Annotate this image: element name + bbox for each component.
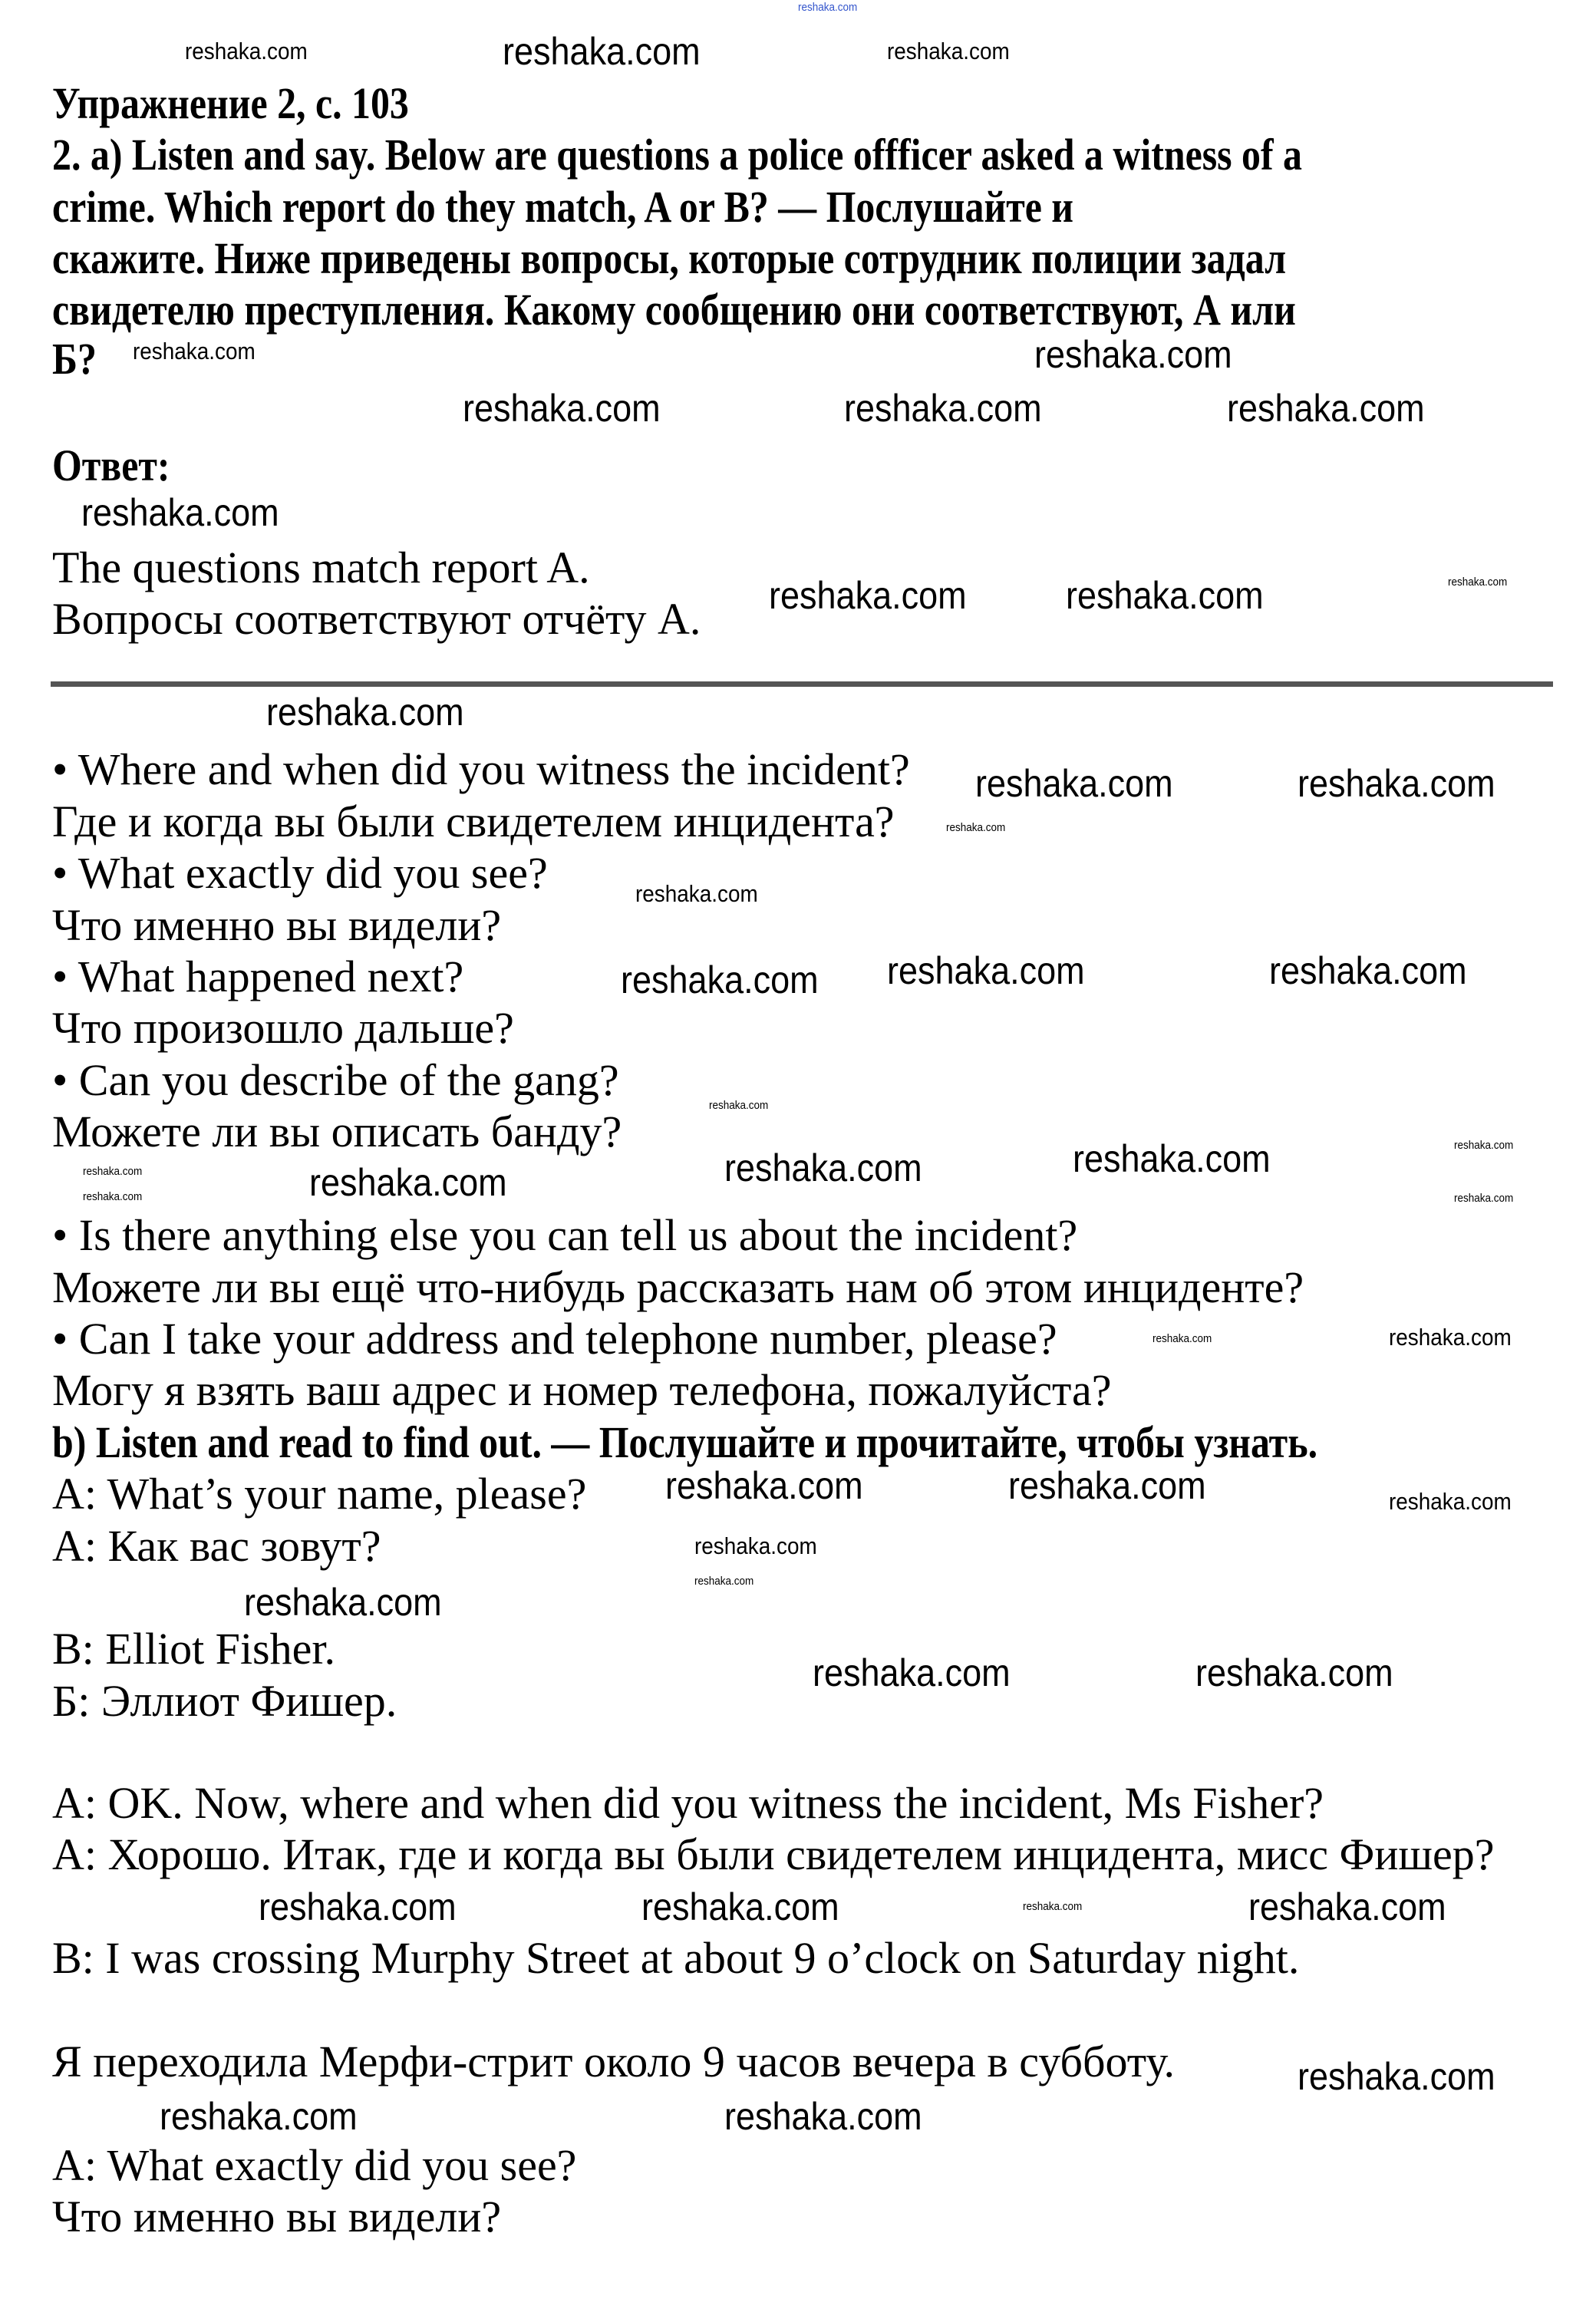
- watermark: reshaka.com: [1248, 1885, 1447, 1928]
- watermark: reshaka.com: [265, 691, 464, 734]
- watermark: reshaka.com: [1152, 1331, 1212, 1345]
- watermark: reshaka.com: [768, 574, 967, 618]
- text-line: Где и когда вы были свидетелем инцидента?: [52, 796, 895, 846]
- watermark: reshaka.com: [1298, 2055, 1495, 2099]
- watermark: reshaka.com: [641, 1885, 839, 1928]
- watermark: reshaka.com: [798, 0, 858, 14]
- text-line: B: I was crossing Murphy Street at about 9 o’clock on Saturday night.: [52, 1932, 1300, 1983]
- watermark: reshaka.com: [1448, 575, 1508, 589]
- text-line: Могу я взять ваш адрес и номер телефона, пожалуйста?: [52, 1365, 1112, 1416]
- watermark: reshaka.com: [502, 30, 701, 74]
- watermark: reshaka.com: [1007, 1463, 1206, 1507]
- watermark: reshaka.com: [664, 1463, 863, 1507]
- heading-line: скажите. Ниже приведены вопросы, которые сотрудник полиции задал: [52, 233, 1287, 284]
- text-line: А: Хорошо. Итак, где и когда вы были свидетелем инцидента, мисс Фишер?: [52, 1829, 1495, 1880]
- watermark: reshaka.com: [259, 1885, 457, 1928]
- text-line: Можете ли вы описать банду?: [52, 1107, 622, 1157]
- text-line: A: What’s your name, please?: [52, 1469, 587, 1519]
- text-line: B: Elliot Fisher.: [52, 1624, 335, 1674]
- watermark: reshaka.com: [1073, 1136, 1271, 1180]
- heading-line: b) Listen and read to find out. — Послушайте и прочитайте, чтобы узнать.: [52, 1417, 1318, 1467]
- watermark: reshaka.com: [620, 958, 819, 1001]
- watermark: reshaka.com: [1454, 1138, 1514, 1152]
- text-line: Можете ли вы ещё что-нибудь рассказать нам об этом инциденте?: [52, 1262, 1304, 1312]
- watermark: reshaka.com: [1389, 1324, 1512, 1351]
- watermark: reshaka.com: [1454, 1191, 1514, 1205]
- watermark: reshaka.com: [82, 1190, 143, 1204]
- watermark: reshaka.com: [160, 2095, 358, 2139]
- watermark: reshaka.com: [694, 1532, 817, 1559]
- text-line: The questions match report A.: [52, 542, 590, 592]
- text-line: Что именно вы видели?: [52, 899, 502, 950]
- watermark: reshaka.com: [975, 761, 1173, 805]
- watermark: reshaka.com: [243, 1580, 442, 1624]
- heading-line: crime. Which report do they match, A or B? — Послушайте и: [52, 181, 1074, 232]
- divider: [51, 681, 1553, 687]
- text-line: Б: Эллиот Фишер.: [52, 1675, 397, 1726]
- text-line: А: Как вас зовут?: [52, 1520, 381, 1571]
- watermark: reshaka.com: [1195, 1651, 1393, 1695]
- watermark: reshaka.com: [1022, 1899, 1083, 1913]
- watermark: reshaka.com: [1065, 574, 1264, 618]
- text-line: Что произошло дальше?: [52, 1003, 514, 1054]
- text-line: • What exactly did you see?: [52, 848, 548, 899]
- watermark: reshaka.com: [462, 386, 661, 430]
- watermark: reshaka.com: [635, 880, 758, 908]
- watermark: reshaka.com: [886, 38, 1010, 65]
- heading-line: свидетелю преступления. Какому сообщению они соответствуют, А или: [52, 285, 1296, 335]
- watermark: reshaka.com: [724, 2095, 922, 2139]
- watermark: reshaka.com: [1226, 386, 1425, 430]
- watermark: reshaka.com: [813, 1651, 1011, 1695]
- heading-line: Б?: [52, 334, 97, 384]
- watermark: reshaka.com: [694, 1574, 754, 1588]
- watermark: reshaka.com: [945, 820, 1005, 834]
- watermark: reshaka.com: [724, 1146, 922, 1189]
- watermark: reshaka.com: [1389, 1487, 1512, 1515]
- watermark: reshaka.com: [82, 1165, 143, 1179]
- text-line: A: OK. Now, where and when did you witness the incident, Ms Fisher?: [52, 1777, 1324, 1828]
- watermark: reshaka.com: [1034, 333, 1232, 377]
- text-line: • Can you describe of the gang?: [52, 1054, 619, 1105]
- text-line: • Where and when did you witness the incident?: [52, 744, 910, 795]
- heading-line: Ответ:: [52, 440, 170, 490]
- text-line: Я переходила Мерфи-стрит около 9 часов вечера в субботу.: [52, 2036, 1176, 2086]
- watermark: reshaka.com: [184, 38, 308, 65]
- text-line: Вопросы соответствуют отчёту А.: [52, 593, 701, 644]
- watermark: reshaka.com: [81, 491, 279, 535]
- watermark: reshaka.com: [1298, 761, 1495, 805]
- exercise-title: Упражнение 2, с. 103: [52, 78, 409, 128]
- text-line: Что именно вы видели?: [52, 2192, 502, 2241]
- heading-line: 2. a) Listen and say. Below are questions a police offficer asked a witness of a: [52, 130, 1302, 180]
- watermark: reshaka.com: [133, 338, 256, 365]
- watermark: reshaka.com: [308, 1160, 507, 1204]
- text-line: • Can I take your address and telephone number, please?: [52, 1313, 1057, 1364]
- watermark: reshaka.com: [709, 1098, 769, 1112]
- text-line: • What happened next?: [52, 952, 464, 1002]
- watermark: reshaka.com: [886, 949, 1085, 993]
- watermark: reshaka.com: [843, 386, 1042, 430]
- text-line: • Is there anything else you can tell us about the incident?: [52, 1210, 1078, 1261]
- text-line: A: What exactly did you see?: [52, 2139, 577, 2190]
- watermark: reshaka.com: [1269, 949, 1468, 993]
